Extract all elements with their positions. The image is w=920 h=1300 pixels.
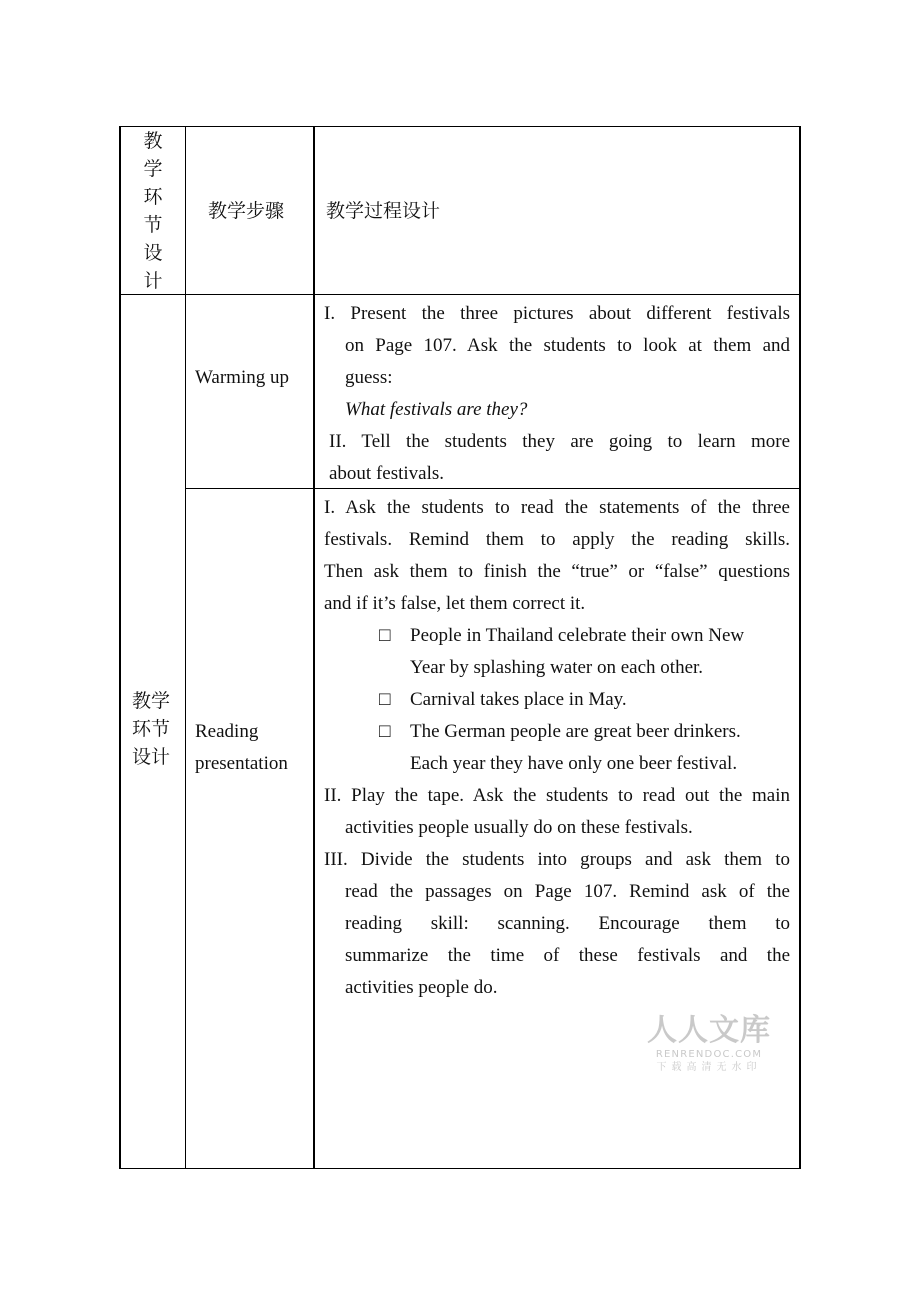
statement-line: Carnival takes place in May. <box>410 689 627 710</box>
section-label-line: 环节 <box>132 719 171 740</box>
section-label-line: 设计 <box>132 747 171 768</box>
text-line: activities people do. <box>345 977 498 998</box>
text-line: festivals. Remind them to apply the reading skills. <box>324 529 790 550</box>
header-col1-char: 设 <box>143 243 163 264</box>
table-left-border <box>119 126 121 1169</box>
header-teaching-steps: 教学步骤 <box>208 201 285 222</box>
text-line: II. Tell the students they are going to learn more <box>329 431 790 452</box>
watermark-url: RENRENDOC.COM <box>655 1049 763 1060</box>
step-warming-up: Warming up <box>195 367 289 388</box>
text-line: I. Ask the students to read the statements of the three <box>324 497 790 518</box>
header-col1-char: 环 <box>143 187 163 208</box>
statement-line: Year by splashing water on each other. <box>410 657 704 678</box>
header-teaching-process: 教学过程设计 <box>326 201 441 222</box>
table-top-border <box>119 126 801 127</box>
checkbox-icon: □ <box>379 721 391 742</box>
text-line: II. Play the tape. Ask the students to read out the main <box>324 785 790 806</box>
text-line: on Page 107. Ask the students to look at them and <box>345 335 790 356</box>
watermark-logo <box>646 1014 772 1074</box>
statement-line: The German people are great beer drinkers. <box>410 721 741 742</box>
header-col1-char: 节 <box>143 215 163 236</box>
text-line: Then ask them to finish the “true” or “false” questions <box>324 561 790 582</box>
text-line: I. Present the three pictures about different festivals <box>324 303 790 324</box>
step-reading-line: Reading <box>195 721 259 742</box>
watermark-sub: 下载高清无水印 <box>656 1062 762 1073</box>
header-bottom-border <box>119 294 801 295</box>
text-line: reading skill: scanning. Encourage them to <box>345 913 790 934</box>
step-reading-line: presentation <box>195 753 288 774</box>
text-line: activities people usually do on these festivals. <box>345 817 693 838</box>
header-col1-char: 教 <box>143 131 163 152</box>
table-right-border <box>799 126 801 1169</box>
statement-line: Each year they have only one beer festival. <box>410 753 738 774</box>
guess-question: What festivals are they? <box>345 399 528 420</box>
header-col1-char: 学 <box>143 159 163 180</box>
section-label-line: 教学 <box>132 691 171 712</box>
watermark-main: 人人文库 <box>647 1013 771 1048</box>
text-line: guess: <box>345 367 393 388</box>
text-line: read the passages on Page 107. Remind ask of the <box>345 881 790 902</box>
text-line: summarize the time of these festivals and the <box>345 945 790 966</box>
table-bottom-border <box>119 1168 801 1169</box>
checkbox-icon: □ <box>379 625 391 646</box>
text-line: III. Divide the students into groups and ask them to <box>324 849 790 870</box>
statement-line: People in Thailand celebrate their own New <box>410 625 745 646</box>
header-col1-char: 计 <box>143 271 163 292</box>
col1-divider <box>185 126 186 1169</box>
checkbox-icon: □ <box>379 689 391 710</box>
col2-divider <box>313 126 315 1169</box>
text-line: and if it’s false, let them correct it. <box>324 593 586 614</box>
text-line: about festivals. <box>329 463 445 484</box>
